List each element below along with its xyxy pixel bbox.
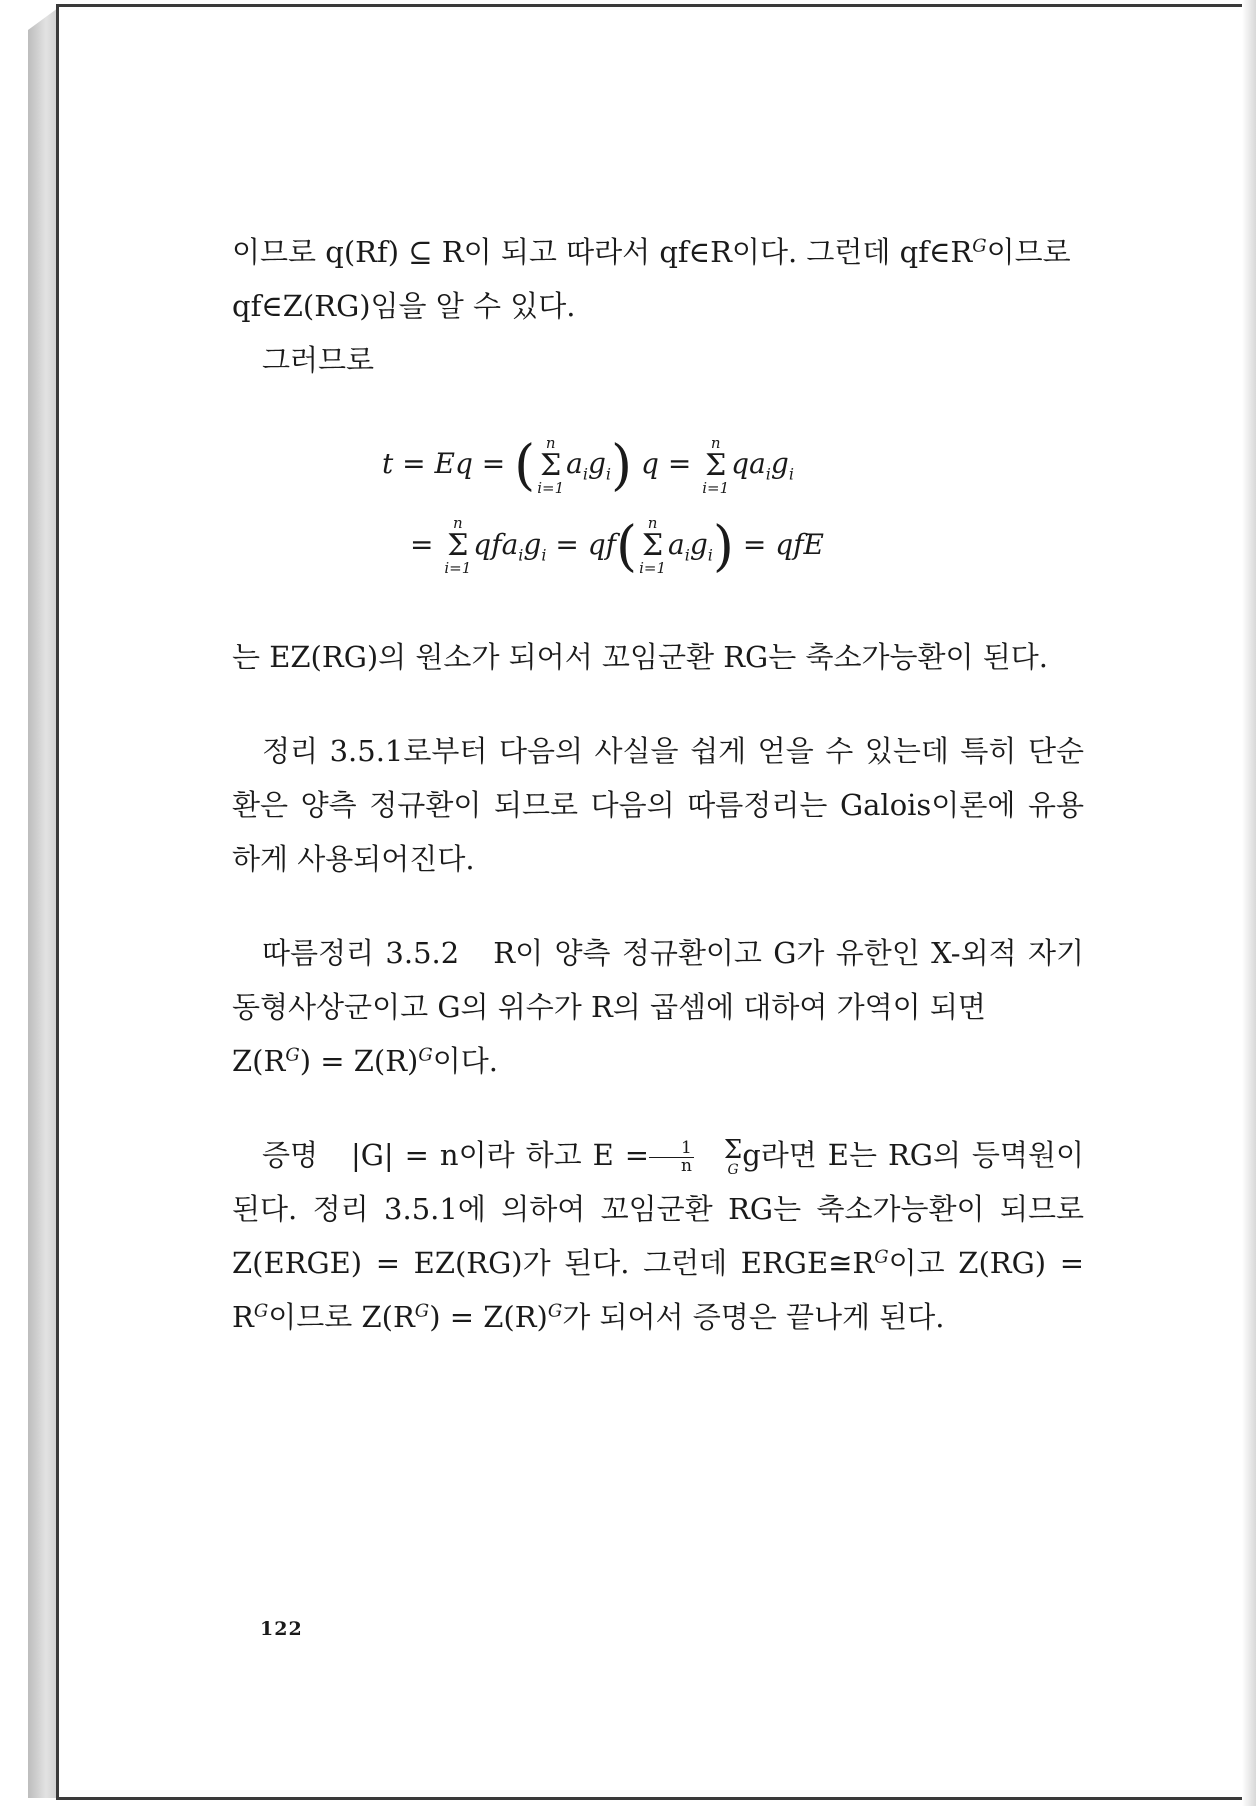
page-number: 122 [260,1618,303,1640]
sum-symbol: n Σ i=1 [702,433,730,497]
page-content [232,225,1084,1344]
sum-symbol: n Σ i=1 [639,514,667,578]
sum-over-g: Σ G [723,1135,743,1179]
paragraph-2: 는 EZ(RG)의 원소가 되어서 꼬임군환 RG는 축소가능환이 된다. [232,640,1048,675]
paragraph-1: 이므로 q(Rf) ⊆ R이 되고 따라서 qf∈R이다. 그런데 $qf\in R^G$이므로 qf∈Z(RG)임을 알 수 있다. 그러므로 [232,235,1071,377]
proof-heading: 증명 [262,1138,319,1173]
corollary-heading: 따름정리 3.5.2 [262,936,460,971]
sum-symbol: n Σ i=1 [537,433,565,497]
equation-row-1: t = Eq = ( n Σ i=1 $a_ig_i$) q = n Σ i=1 $qa_ig_i$ [382,433,794,497]
book-spine [28,8,58,1798]
page-right-edge [1242,0,1256,1806]
fraction-one-over-n: $\frac{1}{n}$ [649,1140,694,1175]
paragraph-3: 정리 3.5.1로부터 다음의 사실을 쉽게 얻을 수 있는데 특히 단순환은 양측 정규환이 되므로 다음의 따름정리는 Galois이론에 유용하게 사용되어진다. [232,734,1084,877]
sum-symbol: n Σ i=1 [444,514,472,578]
display-equation [382,429,1084,590]
paragraph-corollary: 따름정리 3.5.2 R이 양측 정규환이고 G가 유한인 X-외적 자기동형사상군이고 G의 위수가 R의 곱셈에 대하여 가역이 되면 $Z(R^G) = Z(R)^G$이다. [232,936,1084,1079]
paragraph-proof: 증명 |G| = n이라 하고 E = $\frac{1}{n}$ Σ G g라면 E는 RG의 등멱원이 된다. 정리 3.5.1에 의하여 꼬임군환 RG는 축소가능환이 되므로 Z(ERGE) = EZ(RG)가 된다. 그런데 $ERGE≅R^G$이고 $Z(RG) = R^G$이므로 $Z(R^G) = Z(R)^G$가 되어서 증명은 끝나게 된다. [232,1135,1085,1335]
equation-row-2: = n Σ i=1 $qfa_ig_i = qf$( n Σ i=1 $a_ig_i$) = qfE [410,514,824,578]
